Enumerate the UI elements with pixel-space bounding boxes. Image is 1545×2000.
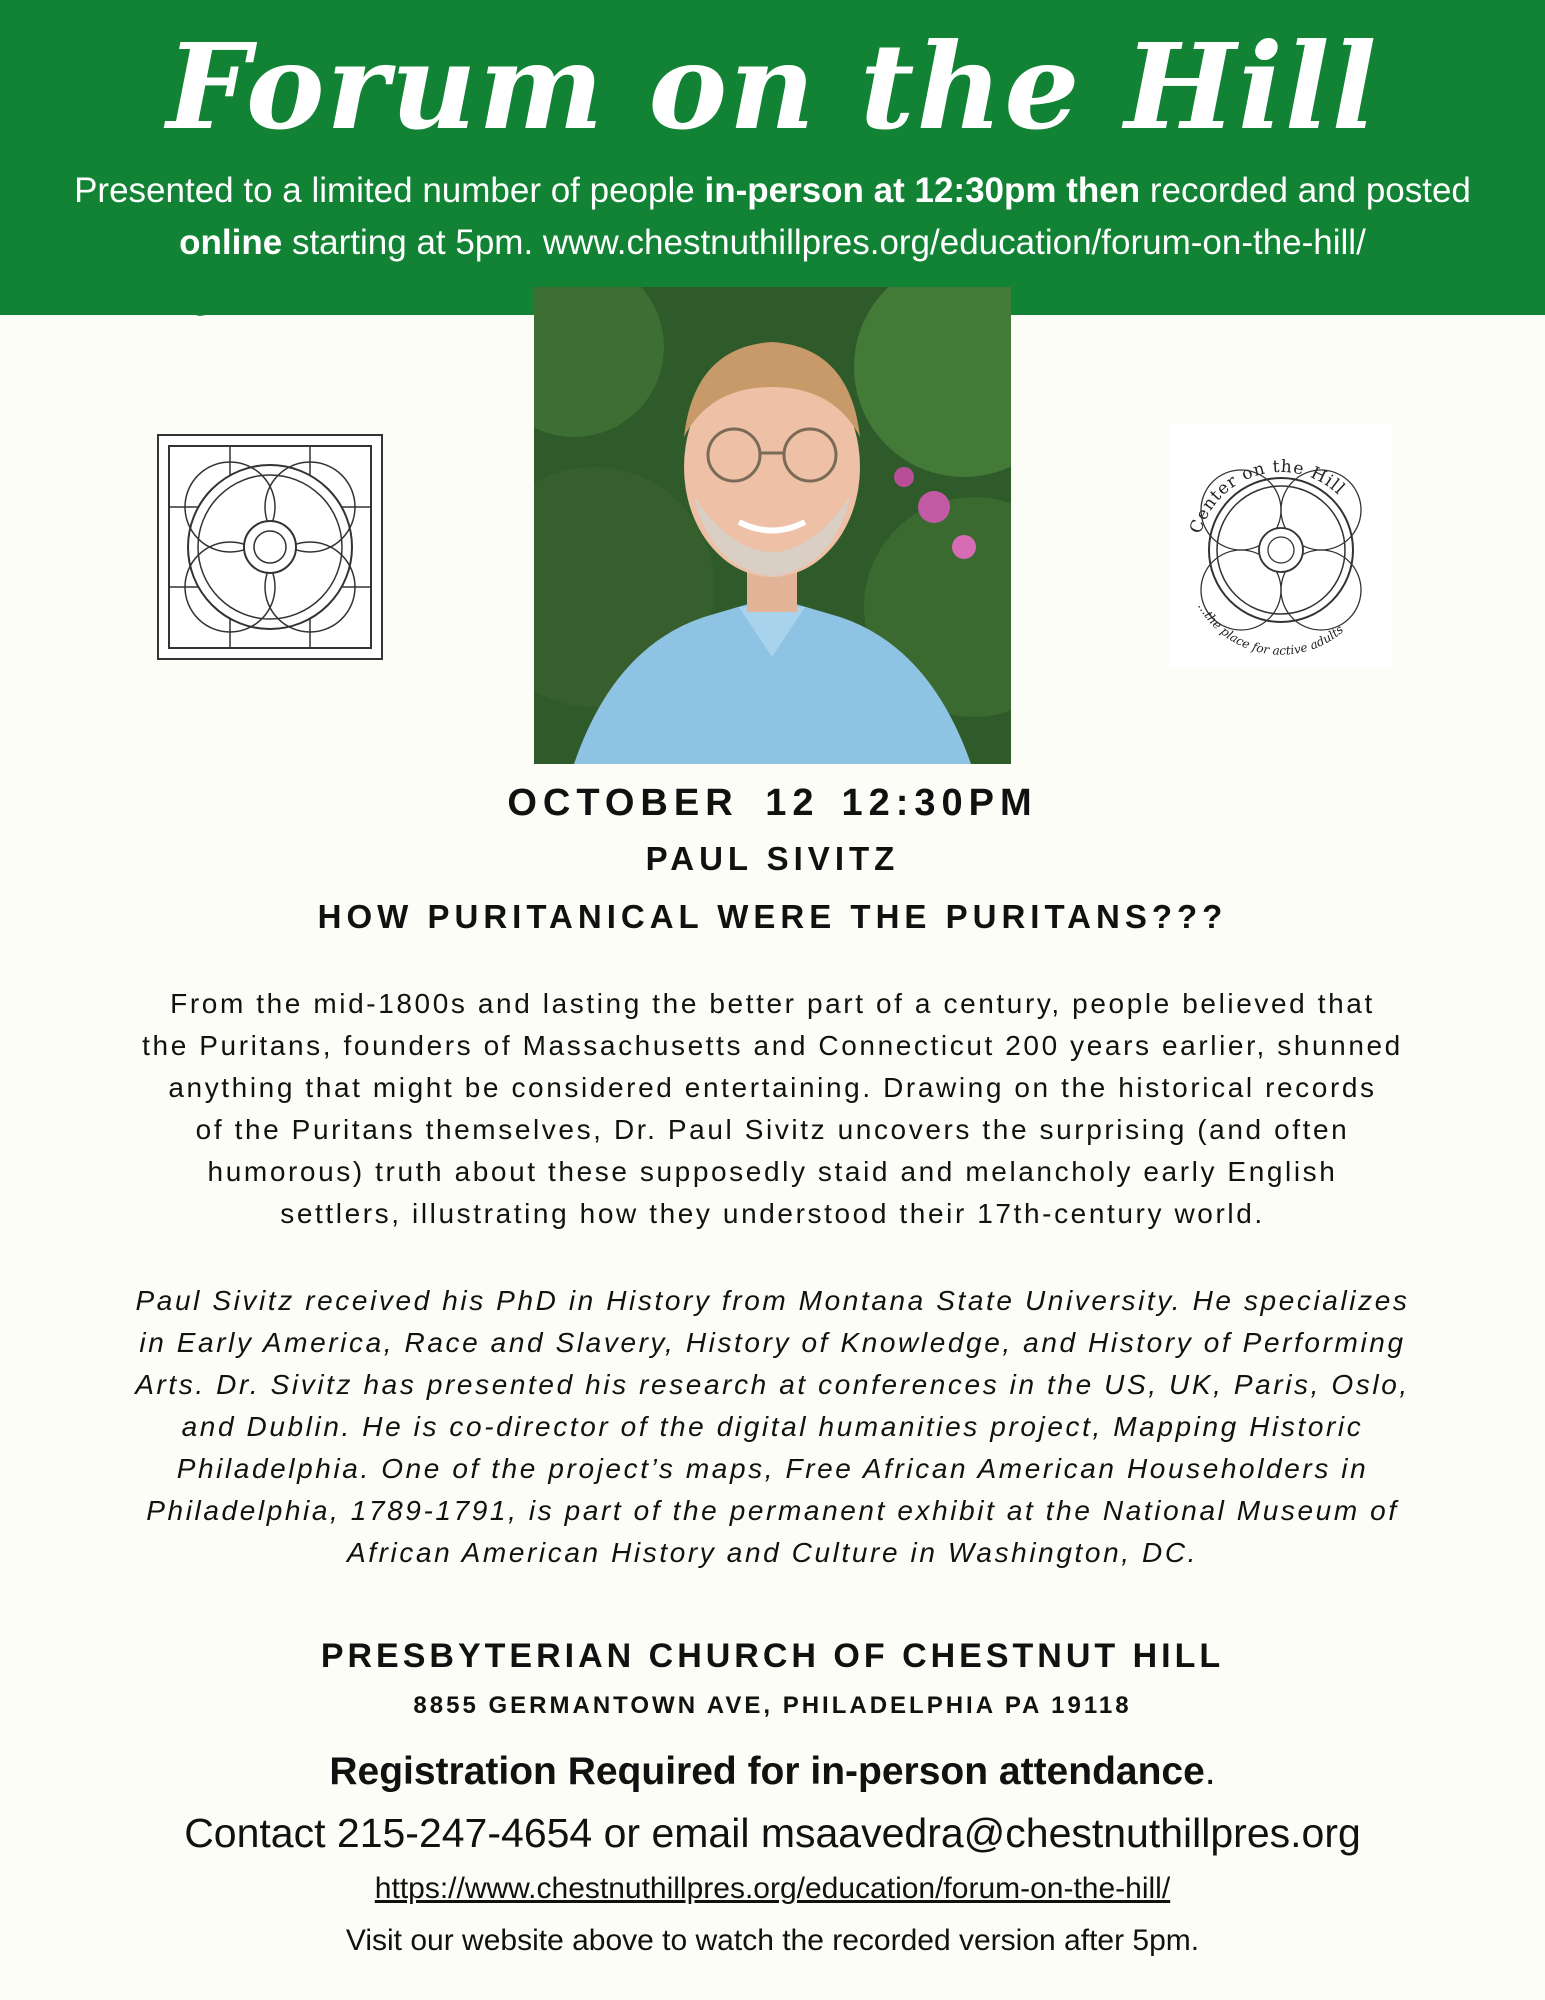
- description-line: From the mid-1800s and lasting the better part of a century, people believed that: [170, 988, 1375, 1019]
- description-line: anything that might be considered entertaining. Drawing on the historical records: [168, 1072, 1377, 1103]
- contact-line: Contact 215-247-4654 or email msaavedra@chestnuthillpres.org: [184, 1810, 1361, 1856]
- speaker-bio: [40, 1280, 1505, 1574]
- bio-line: in Early America, Race and Slavery, History of Knowledge, and History of Performing: [139, 1327, 1406, 1358]
- event-datetime: [0, 782, 1545, 825]
- description-line: the Puritans, founders of Massachusetts and Connecticut 200 years earlier, shunned: [142, 1030, 1403, 1061]
- logo-tagline: ...the place for active adults: [1195, 600, 1347, 658]
- page-title: Forum on the Hill: [166, 17, 1379, 156]
- speaker-photo: [534, 287, 1011, 764]
- center-on-the-hill-logo: [1170, 425, 1392, 667]
- registration-note: [0, 1750, 1545, 1794]
- bio-line: Philadelphia, 1789-1791, is part of the permanent exhibit at the National Museum of: [146, 1495, 1399, 1526]
- venue-address: 8855 GERMANTOWN AVE, PHILADELPHIA PA 19118: [413, 1692, 1132, 1719]
- bio-line: Philadelphia. One of the project’s maps, Free African American Householders in: [176, 1453, 1369, 1484]
- visit-note: Visit our website above to watch the recorded version after 5pm.: [345, 1924, 1200, 1957]
- subtitle-text-1: Presented to a limited number of people: [74, 171, 705, 210]
- subtitle-bold-1: in-person at 12:30pm then: [704, 171, 1141, 210]
- subtitle-bold-2: online: [179, 223, 283, 262]
- event-date: OCTOBER 12: [507, 782, 820, 824]
- logo-arc-text: Center on the Hill: [1186, 456, 1350, 536]
- subtitle-text-2: recorded and posted: [1140, 171, 1471, 210]
- description-line: settlers, illustrating how they understood their 17th-century world.: [280, 1198, 1265, 1229]
- bio-line: Paul Sivitz received his PhD in History from Montana State University. He specializes: [135, 1285, 1410, 1316]
- description-line: humorous) truth about these supposedly staid and melancholy early English: [207, 1156, 1338, 1187]
- description-line: of the Puritans themselves, Dr. Paul Sivitz uncovers the surprising (and often: [195, 1114, 1350, 1145]
- venue-name: PRESBYTERIAN CHURCH OF CHESTNUT HILL: [320, 1637, 1225, 1675]
- event-time: 12:30PM: [841, 782, 1038, 824]
- bio-line: and Dublin. He is co-director of the digital humanities project, Mapping Historic: [181, 1411, 1364, 1442]
- window-logo-icon: [155, 432, 385, 662]
- banner-subtitle: [0, 165, 1545, 269]
- registration-period: .: [1204, 1750, 1216, 1793]
- svg-text:Center on the Hill: [1186, 457, 1349, 536]
- header-banner: [0, 0, 1545, 315]
- talk-title: HOW PURITANICAL WERE THE PURITANS???: [317, 898, 1228, 935]
- speaker-name: PAUL SIVITZ: [645, 840, 900, 877]
- subtitle-text-3: starting at 5pm. www.chestnuthillpres.org/education/forum-on-the-hill/: [282, 223, 1366, 262]
- bio-line: Arts. Dr. Sivitz has presented his research at conferences in the US, UK, Paris, Oslo,: [135, 1369, 1410, 1400]
- talk-description: [40, 983, 1505, 1235]
- website-link[interactable]: https://www.chestnuthillpres.org/education/forum-on-the-hill/: [374, 1872, 1171, 1905]
- registration-text: Registration Required for in-person attendance: [329, 1750, 1205, 1793]
- bio-line: African American History and Culture in Washington, DC.: [346, 1537, 1199, 1568]
